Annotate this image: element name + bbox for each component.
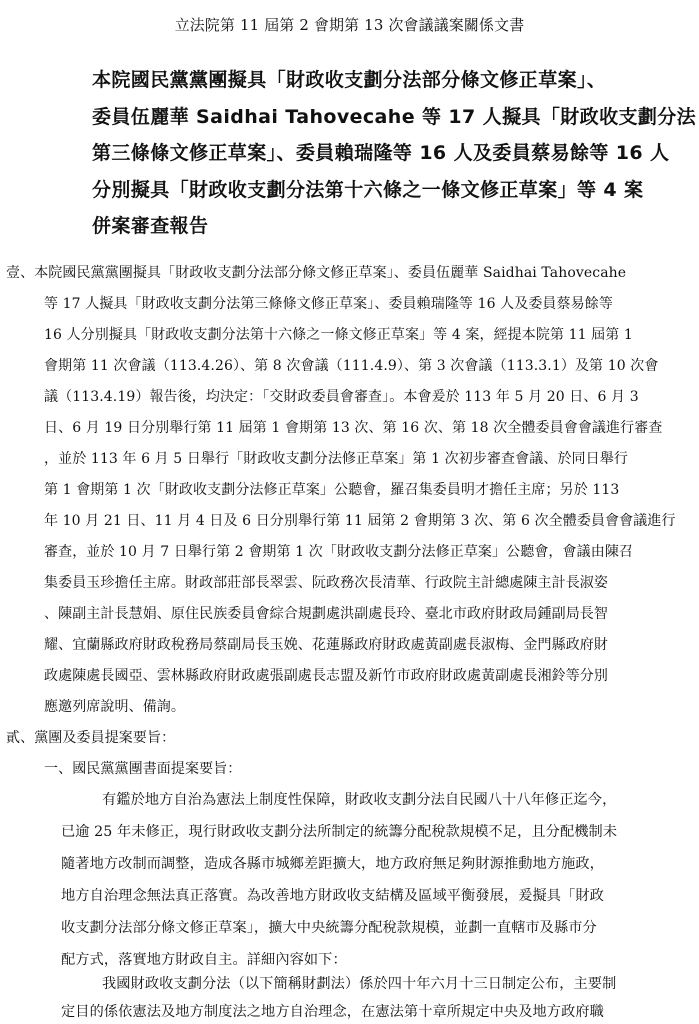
paragraph-line: 已逾 25 年未修正，現行財政收支劃分法所制定的統籌分配稅款規模不足，且分配機制未 <box>61 824 618 840</box>
section1-line: 耀、宜蘭縣政府財政稅務局蔡副局長玉娩、花蓮縣政府財政處黃副處長淑梅、金門縣政府財 <box>44 637 608 653</box>
section1-line: 壹、本院國民黨黨團擬具「財政收支劃分法部分條文修正草案」、委員伍麗華 Saidhai Tahovecahe <box>6 265 627 281</box>
section1-line: 會期第 11 次會議（113.4.26）、第 8 次會議（111.4.9）、第 3 次會議（113.3.1）及第 10 次會 <box>44 358 659 374</box>
report-title <box>92 62 697 245</box>
section1-line: 議（113.4.19）報告後，均決定：「交財政委員會審查」。本會爰於 113 年 5 月 20 日、6 月 3 <box>44 389 639 405</box>
section1-line: 、陳副主計長慧娟、原住民族委員會綜合規劃處洪副處長玲、臺北市政府財政局鍾副局長智 <box>44 606 608 622</box>
section2-heading: 貳、黨團及委員提案要旨： <box>6 730 176 746</box>
section1-line: 年 10 月 21 日、11 月 4 日及 6 日分別舉行第 11 屆第 2 會期第 3 次、第 6 次全體委員會會議進行 <box>44 513 676 529</box>
title-line: 委員伍麗華 Saidhai Tahovecahe 等 17 人擬具「財政收支劃分法 <box>92 105 697 128</box>
page-header: 立法院第 11 屆第 2 會期第 13 次會議議案關係文書 <box>174 16 525 34</box>
title-line: 分別擬具「財政收支劃分法第十六條之一條文修正草案」等 4 案 <box>92 178 644 201</box>
subsection1-heading: 一、國民黨黨團書面提案要旨： <box>44 761 242 777</box>
paragraph-line: 配方式，落實地方財政自主。詳細內容如下： <box>61 952 347 968</box>
section1-line: 審查，並於 10 月 7 日舉行第 2 會期第 1 次「財政收支劃分法修正草案」公聽會，會議由陳召 <box>44 544 634 560</box>
title-line: 併案審查報告 <box>92 215 209 238</box>
section1-line: 日、6 月 19 日分別舉行第 11 屆第 1 會期第 13 次、第 16 次、第 18 次全體委員會會議進行審查 <box>44 420 663 436</box>
section1-line: 集委員玉珍擔任主席。財政部莊部長翠雲、阮政務次長清華、行政院主計總處陳主計長淑姿 <box>44 575 608 591</box>
section1-line: 等 17 人擬具「財政收支劃分法第三條條文修正草案」、委員賴瑞隆等 16 人及委員蔡易餘等 <box>44 296 613 312</box>
section1-line: 16 人分別擬具「財政收支劃分法第十六條之一條文修正草案」等 4 案，經提本院第 11 屆第 1 <box>44 327 633 343</box>
paragraph-line: 我國財政收支劃分法（以下簡稱財劃法）係於四十年六月十三日制定公布，主要制 <box>102 976 617 992</box>
section1-line: 政處陳處長國亞、雲林縣政府財政處張副處長志盟及新竹市政府財政處黃副處長湘鈴等分別 <box>44 668 608 684</box>
section1-line: 應邀列席說明、備詢。 <box>44 699 185 715</box>
title-line: 本院國民黨黨團擬具「財政收支劃分法部分條文修正草案」、 <box>92 69 607 91</box>
title-line: 第三條條文修正草案」、委員賴瑞隆等 16 人及委員蔡易餘等 16 人 <box>92 142 670 165</box>
paragraph-line: 有鑑於地方自治為憲法上制度性保障，財政收支劃分法自民國八十八年修正迄今， <box>102 792 617 808</box>
paragraph-line: 收支劃分法部分條文修正草案」，擴大中央統籌分配稅款規模，並劃一直轄市及縣市分 <box>61 920 597 936</box>
paragraph-line: 定目的係依憲法及地方制度法之地方自治理念，在憲法第十章所規定中央及地方政府職 <box>61 1004 604 1020</box>
section1-line: 第 1 會期第 1 次「財政收支劃分法修正草案」公聽會，羅召集委員明才擔任主席；另於 113 <box>44 482 620 498</box>
paragraph-line: 隨著地方改制而調整，造成各縣市城鄉差距擴大，地方政府無足夠財源推動地方施政， <box>61 856 604 872</box>
section1-line: ，並於 113 年 6 月 5 日舉行「財政收支劃分法修正草案」第 1 次初步審查會議、於同日舉行 <box>44 451 628 467</box>
paragraph-line: 地方自治理念無法真正落實。為改善地方財政收支結構及區域平衡發展，爰擬具「財政 <box>61 888 604 904</box>
